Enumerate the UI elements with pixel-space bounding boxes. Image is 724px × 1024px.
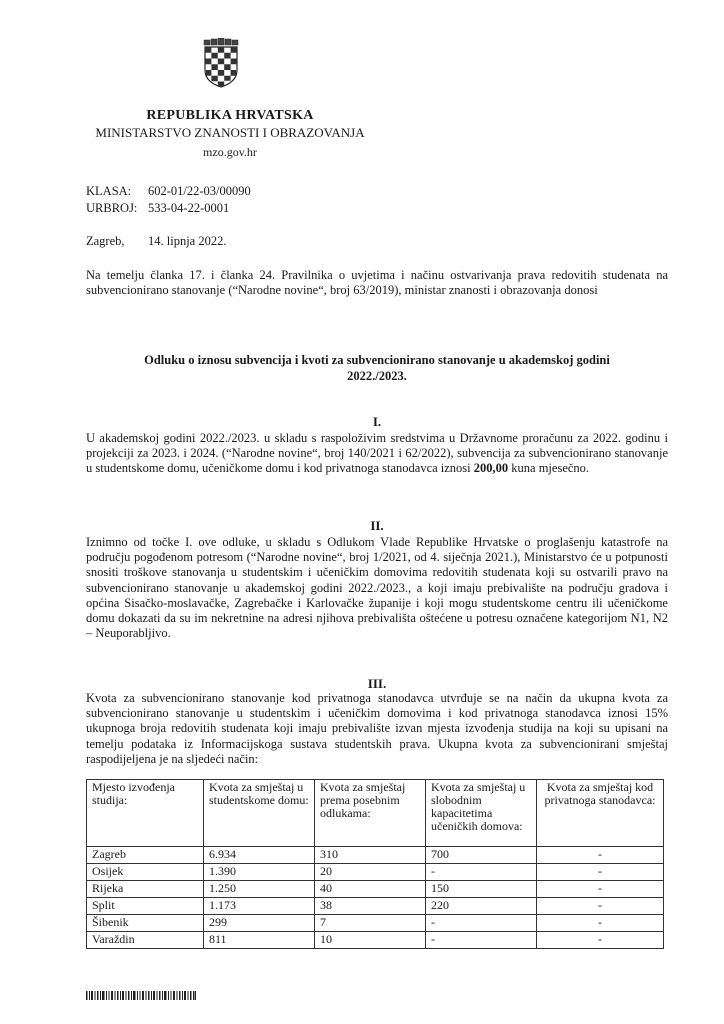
coat-of-arms-icon xyxy=(202,38,240,88)
section-number: III. xyxy=(367,676,387,691)
table-cell: Rijeka xyxy=(87,881,204,898)
table-row xyxy=(87,915,664,932)
table-row xyxy=(87,898,664,915)
table-cell: 20 xyxy=(315,864,426,881)
section-number: I. xyxy=(372,414,382,429)
table-cell: Šibenik xyxy=(87,915,204,932)
barcode-icon xyxy=(86,991,196,1000)
table-row xyxy=(87,932,664,949)
klasa-value: 602-01/22-03/00090 xyxy=(148,184,251,198)
table-cell: - xyxy=(537,881,664,898)
table-cell: - xyxy=(537,932,664,949)
column-header: Mjesto izvođenja studija: xyxy=(87,780,204,847)
table-cell: - xyxy=(426,864,537,881)
table-row xyxy=(87,881,664,898)
table-cell: Zagreb xyxy=(87,847,204,864)
section-text: Iznimno od točke I. ove odluke, u skladu s Odlukom Vlade Republike Hrvatske o proglašenju katastrofe na području pogođenom potresom (“Narodne novine“, broj 1/2021, od 4. siječnja 2021.), Ministarstvo će u potpunosti snositi troškove stanovanja u studentskim i učeničkim domovima redovitih studenata koji su ostvarili pravo na subvencionirano stanovanje u akademskoj godini 2022./2023., a koji imaju prebivalište na području gradova i općina Sisačko-moslavačke, Zagrebačke i Karlovačke županije i koji mogu studentskome centru ili učeničkome domu dokazati da su im nekretnine na adresi njihova prebivališta oštećene u potresu označene kategorijom N1, N2 – Neuporabljivo. xyxy=(86,535,668,641)
document-date: 14. lipnja 2022. xyxy=(148,234,227,248)
urbroj-line xyxy=(86,201,229,216)
urbroj-value: 533-04-22-0001 xyxy=(148,201,230,215)
letterhead xyxy=(80,108,380,160)
table-cell: 700 xyxy=(426,847,537,864)
table-cell: 299 xyxy=(204,915,315,932)
table-row xyxy=(87,847,664,864)
column-header: Kvota za smještaj kod privatnoga stanodavca: xyxy=(537,780,664,847)
table-cell: 40 xyxy=(315,881,426,898)
table-cell: 38 xyxy=(315,898,426,915)
subsidy-amount: 200,00 xyxy=(473,461,509,476)
table-cell: 310 xyxy=(315,847,426,864)
section-number: II. xyxy=(370,518,384,533)
table-cell: Osijek xyxy=(87,864,204,881)
decision-title: Odluku o iznosu subvencija i kvoti za subvencionirano stanovanje u akademskoj godini 2022./2023. xyxy=(144,353,610,383)
column-header: Kvota za smještaj prema posebnim odlukama: xyxy=(315,780,426,847)
table-cell: - xyxy=(537,898,664,915)
ministry-name: MINISTARSTVO ZNANOSTI I OBRAZOVANJA xyxy=(95,125,365,140)
quota-table xyxy=(86,779,664,949)
section-text: Kvota za subvencionirano stanovanje kod privatnoga stanodavca utvrđuje se na način da ukupna kvota za subvencionirano stanovanje u studentskim i učeničkim domovima i kod privatnoga stanodavca iznosi 15% ukupnoga broja redovitih studenata koji imaju prebivalište izvan mjesta izvođenja studija na koji su upisani na temelju podataka iz Informacijskoga sustava studentskih prava. Ukupna kvota za subvencionirani smještaj raspodijeljena je na sljedeći način: xyxy=(86,691,668,766)
klasa-line xyxy=(86,184,251,199)
table-cell: 1.250 xyxy=(204,881,315,898)
table-cell: 10 xyxy=(315,932,426,949)
table-cell: 150 xyxy=(426,881,537,898)
table-cell: 811 xyxy=(204,932,315,949)
table-cell: 1.390 xyxy=(204,864,315,881)
table-cell: - xyxy=(537,847,664,864)
table-cell: Varaždin xyxy=(87,932,204,949)
urbroj-label: URBROJ: xyxy=(86,201,138,215)
column-header: Kvota za smještaj u studentskome domu: xyxy=(204,780,315,847)
table-cell: 220 xyxy=(426,898,537,915)
table-cell: 7 xyxy=(315,915,426,932)
table-row xyxy=(87,864,664,881)
table-cell: Split xyxy=(87,898,204,915)
table-cell: - xyxy=(537,915,664,932)
place: Zagreb, xyxy=(86,234,125,248)
country-name: REPUBLIKA HRVATSKA xyxy=(146,108,314,123)
table-cell: - xyxy=(537,864,664,881)
section-text: U akademskoj godini 2022./2023. u skladu s raspoloživim sredstvima u Državnome proračunu za 2022. godinu i projekciji za 2023. i 2024. (“Narodne novine“, broj 140/2021 i 62/2022), subvencija za subvencionirano stanovanje u studentskome domu, učeničkome domu i kod privatnoga stanodavca iznosi 200,00 kuna mjesečno. xyxy=(86,431,668,476)
table-cell: - xyxy=(426,932,537,949)
table-cell: 1.173 xyxy=(204,898,315,915)
place-date-line xyxy=(86,234,226,249)
ministry-website: mzo.gov.hr xyxy=(203,145,257,159)
column-header: Kvota za smještaj u slobodnim kapacitetima učeničkih domova: xyxy=(426,780,537,847)
klasa-label: KLASA: xyxy=(86,184,132,198)
intro-paragraph: Na temelju članka 17. i članka 24. Pravilnika o uvjetima i načinu ostvarivanja prava redovitih studenata na subvencionirano stanovanje (“Narodne novine“, broj 63/2019), ministar znanosti i obrazovanja donosi xyxy=(86,268,668,298)
table-cell: 6.934 xyxy=(204,847,315,864)
table-header-row xyxy=(87,780,664,847)
table-cell: - xyxy=(426,915,537,932)
